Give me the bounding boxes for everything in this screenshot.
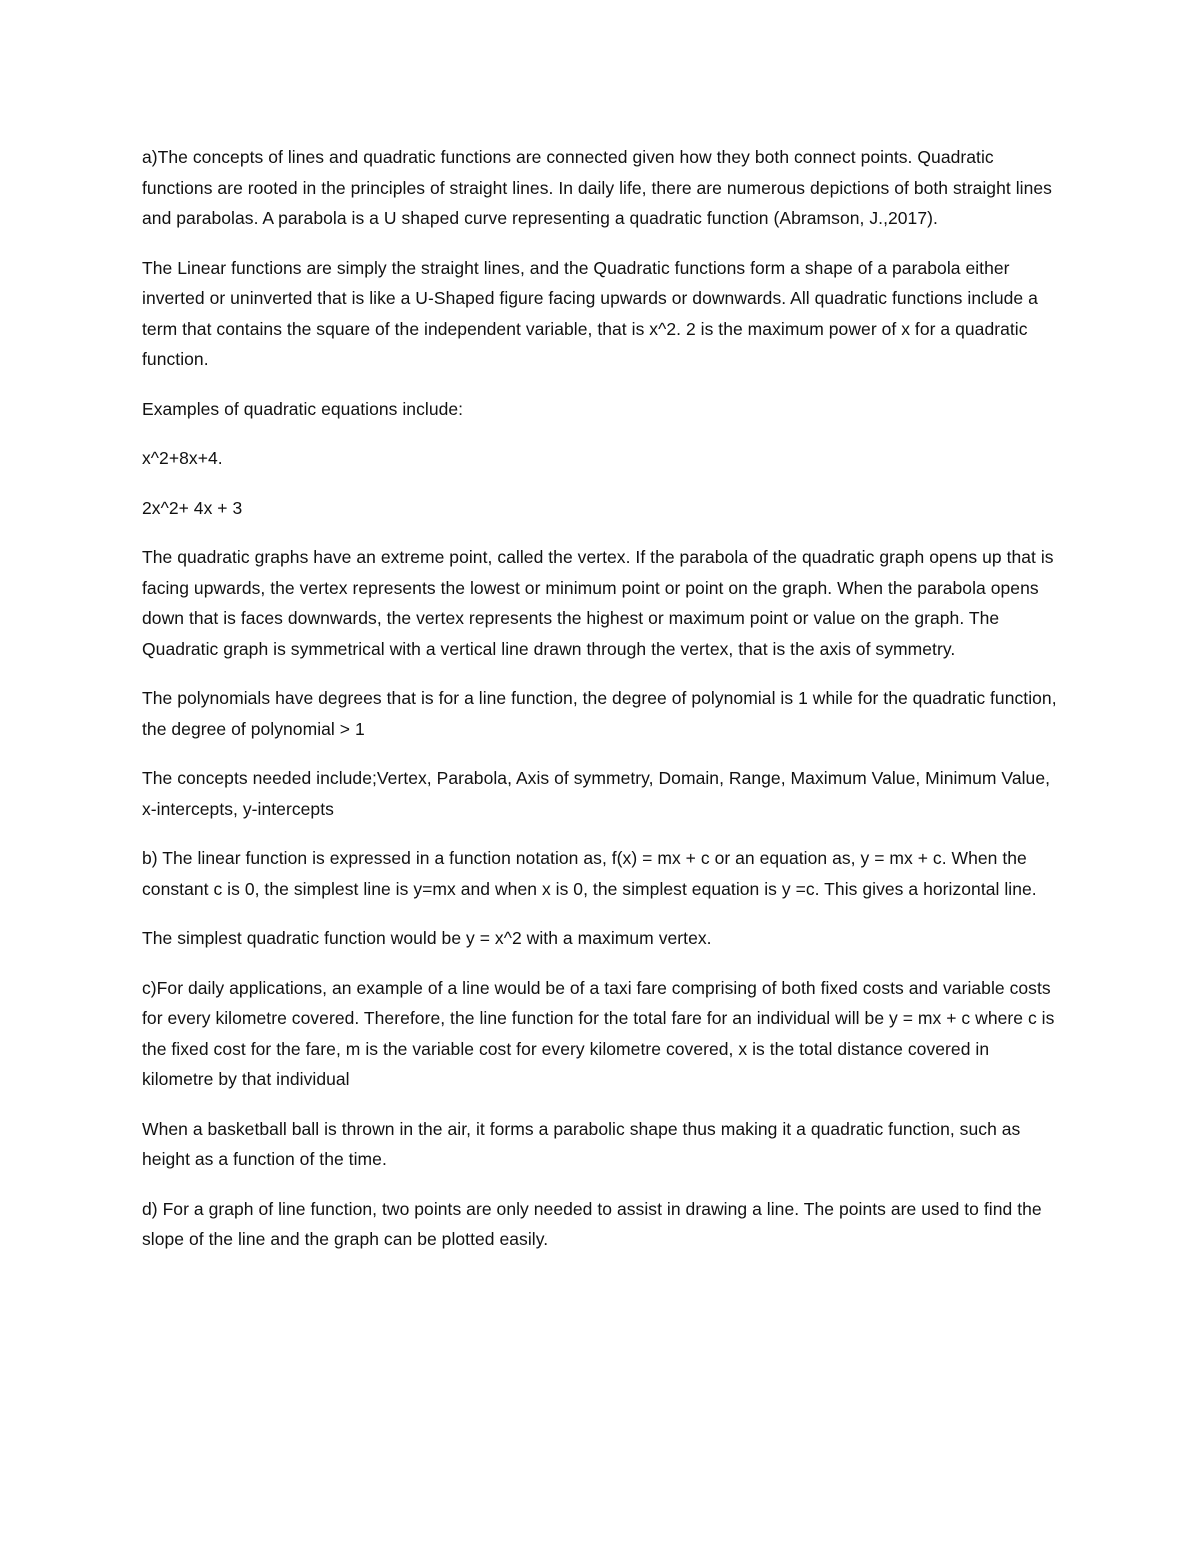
paragraph-examples-heading: Examples of quadratic equations include: — [142, 398, 464, 419]
paragraph-basketball: When a basketball ball is thrown in the air, it forms a parabolic shape thus making it a quadratic function, such as height as a function of the time. — [142, 1118, 1021, 1169]
paragraph-part-d-graph: d) For a graph of line function, two points are only needed to assist in drawing a line. The points are used to find the slope of the line and the graph can be plotted easily. — [142, 1198, 1042, 1249]
paragraph-concepts-needed: The concepts needed include;Vertex, Parabola, Axis of symmetry, Domain, Range, Maximum Value, Minimum Value, x-intercepts, y-intercepts — [142, 768, 1051, 819]
paragraph-linear-vs-quadratic: The Linear functions are simply the straight lines, and the Quadratic functions form a shape of a parabola either inverted or uninverted that is like a U-Shaped figure facing upwards or downwards. All quadratic functions include a term that contains the square of the independent variable, that is x^2. 2 is the maximum power of x for a quadratic function. — [142, 257, 1038, 369]
paragraph-part-b-linear: b) The linear function is expressed in a function notation as, f(x) = mx + c or an equation as, y = mx + c. When the constant c is 0, the simplest line is y=mx and when x is 0, the simplest equation is y =c. This gives a horizontal line. — [142, 848, 1037, 899]
paragraph-polynomial-degrees: The polynomials have degrees that is for a line function, the degree of polynomial is 1 while for the quadratic function, the degree of polynomial > 1 — [142, 688, 1057, 739]
paragraph-simplest-quadratic: The simplest quadratic function would be y = x^2 with a maximum vertex. — [142, 928, 712, 948]
document-body — [142, 142, 1064, 1274]
paragraph-vertex: The quadratic graphs have an extreme point, called the vertex. If the parabola of the quadratic graph opens up that is facing upwards, the vertex represents the lowest or minimum point or point on the graph. When the parabola opens down that is faces downwards, the vertex represents the highest or maximum point or value on the graph. The Quadratic graph is symmetrical with a vertical line drawn through the vertex, that is the axis of symmetry. — [142, 547, 1054, 659]
paragraph-part-c-taxi: c)For daily applications, an example of a line would be of a taxi fare comprising of both fixed costs and variable costs for every kilometre covered. Therefore, the line function for the total fare for an individual will be y = mx + c where c is the fixed cost for the fare, m is the variable cost for every kilometre covered, x is the total distance covered in kilometre by that individual — [142, 977, 1055, 1089]
paragraph-example-1: x^2+8x+4. — [142, 448, 223, 468]
paragraph-example-2: 2x^2+ 4x + 3 — [142, 497, 243, 518]
paragraph-intro-part-a: a)The concepts of lines and quadratic functions are connected given how they both connect points. Quadratic functions are rooted in the principles of straight lines. In daily life, there are numerous depictions of both straight lines and parabolas. A parabola is a U shaped curve representing a quadratic function (Abramson, J.,2017). — [142, 147, 1052, 228]
